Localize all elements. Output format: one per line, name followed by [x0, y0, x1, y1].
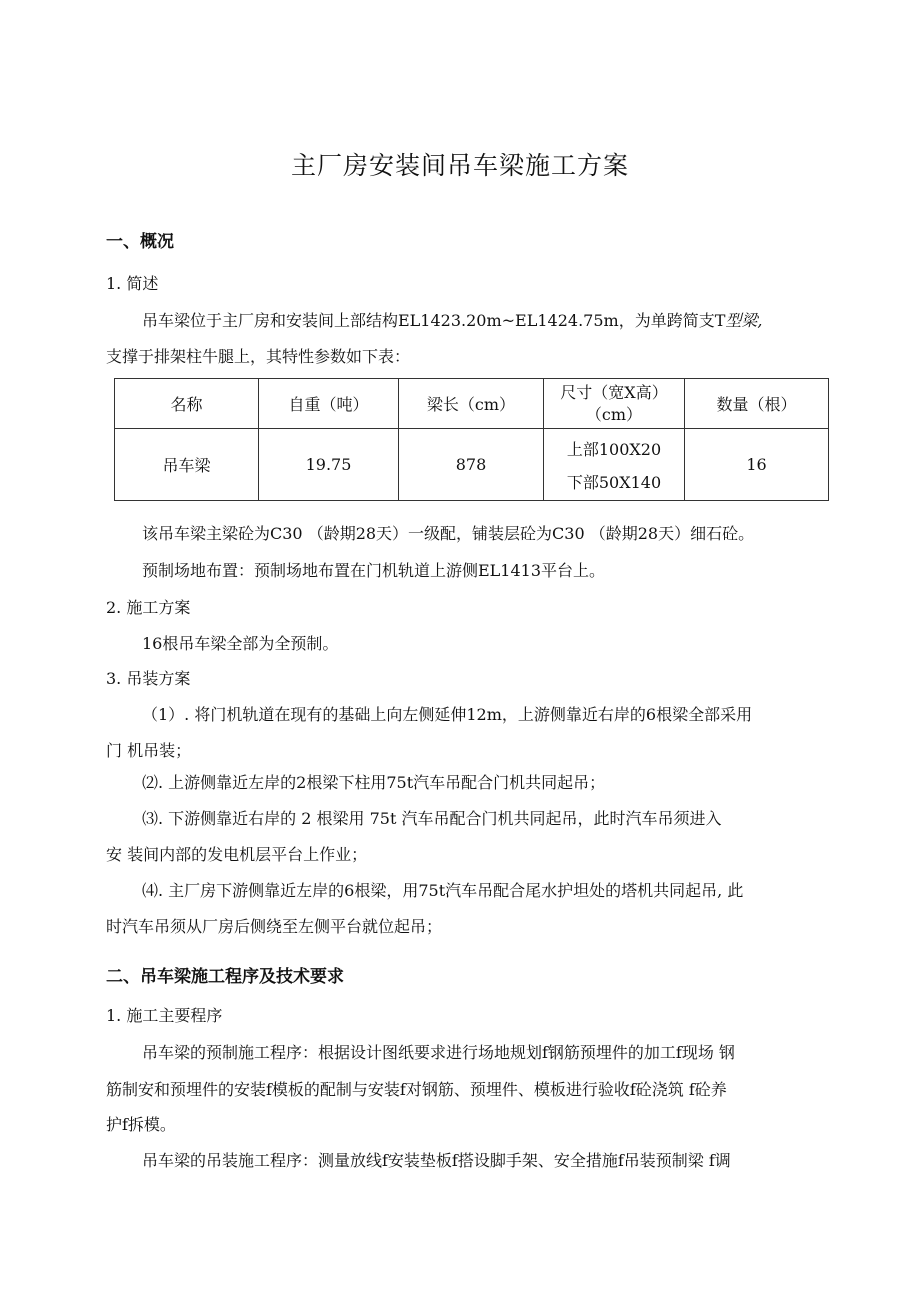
- hoisting-item-4-line2: 时汽车吊须从厂房后侧绕至左侧平台就位起吊；: [106, 917, 443, 936]
- cell-weight: 19.75: [259, 429, 399, 501]
- paragraph-prefab-procedure-line2: 筋制安和预埋件的安装f模板的配制与安装f对钢筋、预埋件、模板进行验收f砼浇筑 f砼养: [106, 1080, 727, 1099]
- paragraph-concrete: 该吊车梁主梁砼为C30 （龄期28天）一级配，铺装层砼为C30 （龄期28天）细石砼。: [142, 524, 755, 543]
- cell-length: 878: [399, 429, 544, 501]
- paragraph-intro-line2: 支撑于排架柱牛腿上，其特性参数如下表：: [106, 347, 411, 366]
- header-name: 名称: [115, 379, 259, 429]
- paragraph-site-layout: 预制场地布置：预制场地布置在门机轨道上游侧EL1413平台上。: [142, 561, 606, 580]
- hoisting-item-1-line1: （1）. 将门机轨道在现有的基础上向左侧延伸12m，上游侧靠近右岸的6根梁全部采用: [142, 705, 753, 724]
- subsection-heading-summary: 1. 简述: [106, 274, 159, 293]
- hoisting-item-2: ⑵. 上游侧靠近左岸的2根梁下柱用75t汽车吊配合门机共同起吊；: [142, 773, 606, 792]
- hoisting-item-3-line2: 安 装间内部的发电机层平台上作业；: [106, 845, 368, 864]
- header-size: [544, 379, 685, 429]
- header-count: 数量（根）: [685, 379, 829, 429]
- intro-text-italic: 型梁,: [725, 311, 763, 330]
- paragraph-hoisting-procedure: 吊车梁的吊装施工程序：测量放线f安装垫板f搭设脚手架、安全措施f吊装预制梁 f调: [142, 1151, 731, 1170]
- header-weight: 自重（吨）: [259, 379, 399, 429]
- paragraph-prefab-procedure-line3: 护f拆模。: [106, 1115, 176, 1134]
- subsection-heading-main-procedure: 1. 施工主要程序: [106, 1006, 223, 1025]
- header-size-line1: 尺寸（宽X高）: [560, 382, 668, 402]
- cell-count: 16: [685, 429, 829, 501]
- paragraph-intro-line1: [142, 308, 762, 331]
- cell-size: [544, 429, 685, 501]
- header-length: 梁长（cm）: [399, 379, 544, 429]
- section-heading-overview: 一、概况: [106, 232, 174, 252]
- cell-name: 吊车梁: [115, 429, 259, 501]
- subsection-heading-construction: 2. 施工方案: [106, 598, 191, 617]
- page-title: 主厂房安装间吊车梁施工方案: [290, 151, 629, 180]
- header-size-line2: （cm）: [585, 404, 643, 424]
- cell-size-top: 上部100X20: [566, 439, 662, 459]
- spec-table: [114, 378, 829, 501]
- cell-size-bottom: 下部50X140: [566, 472, 662, 492]
- paragraph-prefab-procedure-line1: 吊车梁的预制施工程序：根据设计图纸要求进行场地规划f钢筋预埋件的加工f现场 钢: [142, 1043, 735, 1062]
- subsection-heading-hoisting: 3. 吊装方案: [106, 669, 191, 688]
- intro-text: 吊车梁位于主厂房和安装间上部结构EL1423.20m~EL1424.75m，为单跨简支T: [142, 311, 726, 330]
- paragraph-prefab: 16根吊车梁全部为全预制。: [142, 634, 339, 653]
- hoisting-item-1-line2: 门 机吊装；: [106, 741, 192, 760]
- table-header-row: [115, 379, 829, 429]
- section-heading-procedure: 二、吊车梁施工程序及技术要求: [106, 967, 344, 987]
- hoisting-item-3-line1: ⑶. 下游侧靠近右岸的 2 根梁用 75t 汽车吊配合门机共同起吊，此时汽车吊须进入: [142, 809, 722, 828]
- table-row: [115, 429, 829, 501]
- hoisting-item-4-line1: ⑷. 主厂房下游侧靠近左岸的6根梁，用75t汽车吊配合尾水护坦处的塔机共同起吊, 此: [142, 881, 744, 900]
